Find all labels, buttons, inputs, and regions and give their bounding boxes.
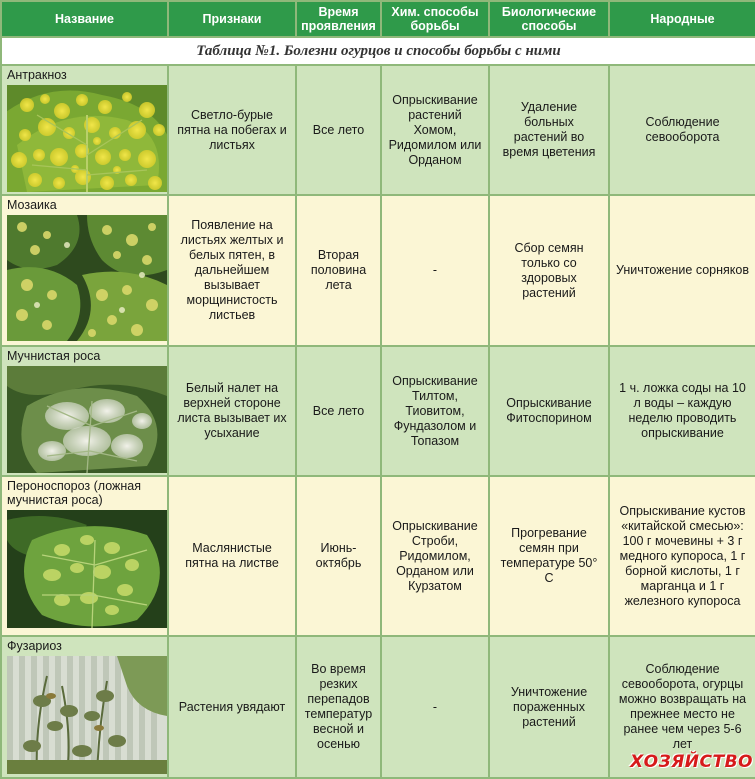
bio-cell: Сбор семян только со здоровых растений <box>489 195 609 346</box>
name-cell <box>1 476 168 636</box>
name-cell <box>1 346 168 476</box>
mosaic-leaf-photo <box>7 215 167 341</box>
folk-cell: 1 ч. ложка соды на 10 л воды – каждую неделю проводить опрыскивание <box>609 346 755 476</box>
bio-cell: Удаление больных растений во время цветения <box>489 65 609 195</box>
bio-cell: Уничтожение пораженных растений <box>489 636 609 778</box>
disease-name: Фузариоз <box>7 639 62 653</box>
chem-cell: Опрыскивание Строби, Ридомилом, Орданом или Курзатом <box>381 476 489 636</box>
folk-cell: Соблюдение севооборота, огурцы можно возвращать на прежнее место не ранее чем через 5-6 лет <box>609 636 755 778</box>
folk-cell: Соблюдение севооборота <box>609 65 755 195</box>
signs-cell: Маслянистые пятна на листве <box>168 476 296 636</box>
signs-cell: Светло-бурые пятна на побегах и листьях <box>168 65 296 195</box>
name-cell <box>1 65 168 195</box>
time-cell: Все лето <box>296 65 381 195</box>
disease-name: Мучнистая роса <box>7 349 101 363</box>
name-cell <box>1 636 168 778</box>
signs-cell: Белый налет на верхней стороне листа вызывает их усыхание <box>168 346 296 476</box>
table-row <box>1 65 755 195</box>
header-name: Название <box>1 1 168 37</box>
fusarium-plants-photo <box>7 656 167 774</box>
signs-cell: Появление на листьях желтых и белых пятен, в дальнейшем вызывает морщинистость листьев <box>168 195 296 346</box>
bio-cell: Опрыскивание Фитоспорином <box>489 346 609 476</box>
signs-cell: Растения увядают <box>168 636 296 778</box>
chem-cell: Опрыскивание Тилтом, Тиовитом, Фундазолом и Топазом <box>381 346 489 476</box>
time-cell: Вторая половина лета <box>296 195 381 346</box>
name-cell <box>1 195 168 346</box>
watermark-logo: ХОЗЯЙСТВО <box>630 752 753 772</box>
downy-mildew-leaf-photo <box>7 510 167 628</box>
anthracnose-leaf-photo <box>7 85 167 192</box>
bio-cell: Прогревание семян при температуре 50° С <box>489 476 609 636</box>
chem-cell: - <box>381 195 489 346</box>
header-signs: Признаки <box>168 1 296 37</box>
table-row <box>1 195 755 346</box>
caption-row <box>1 37 755 65</box>
disease-name: Антракноз <box>7 68 67 82</box>
chem-cell: - <box>381 636 489 778</box>
chem-cell: Опрыскивание растений Хомом, Ридомилом или Орданом <box>381 65 489 195</box>
header-folk: Народные <box>609 1 755 37</box>
disease-name: Пероноспороз (ложная мучнистая роса) <box>7 479 142 507</box>
powdery-mildew-leaf-photo <box>7 366 167 473</box>
header-chem: Хим. способы борьбы <box>381 1 489 37</box>
header-bio: Биологические способы <box>489 1 609 37</box>
table-row <box>1 346 755 476</box>
folk-cell: Уничтожение сорняков <box>609 195 755 346</box>
folk-cell: Опрыскивание кустов «китайской смесью»: 100 г мочевины + 3 г медного купороса, 1 г борной кислоты, 1 г марганца и 1 г железного купороса <box>609 476 755 636</box>
time-cell: Все лето <box>296 346 381 476</box>
table-caption: Таблица №1. Болезни огурцов и способы борьбы с ними <box>1 37 755 65</box>
time-cell: Июнь-октябрь <box>296 476 381 636</box>
header-row <box>1 1 755 37</box>
time-cell: Во время резких перепадов температур весной и осенью <box>296 636 381 778</box>
disease-name: Мозаика <box>7 198 57 212</box>
header-time: Время проявления <box>296 1 381 37</box>
table-row <box>1 476 755 636</box>
